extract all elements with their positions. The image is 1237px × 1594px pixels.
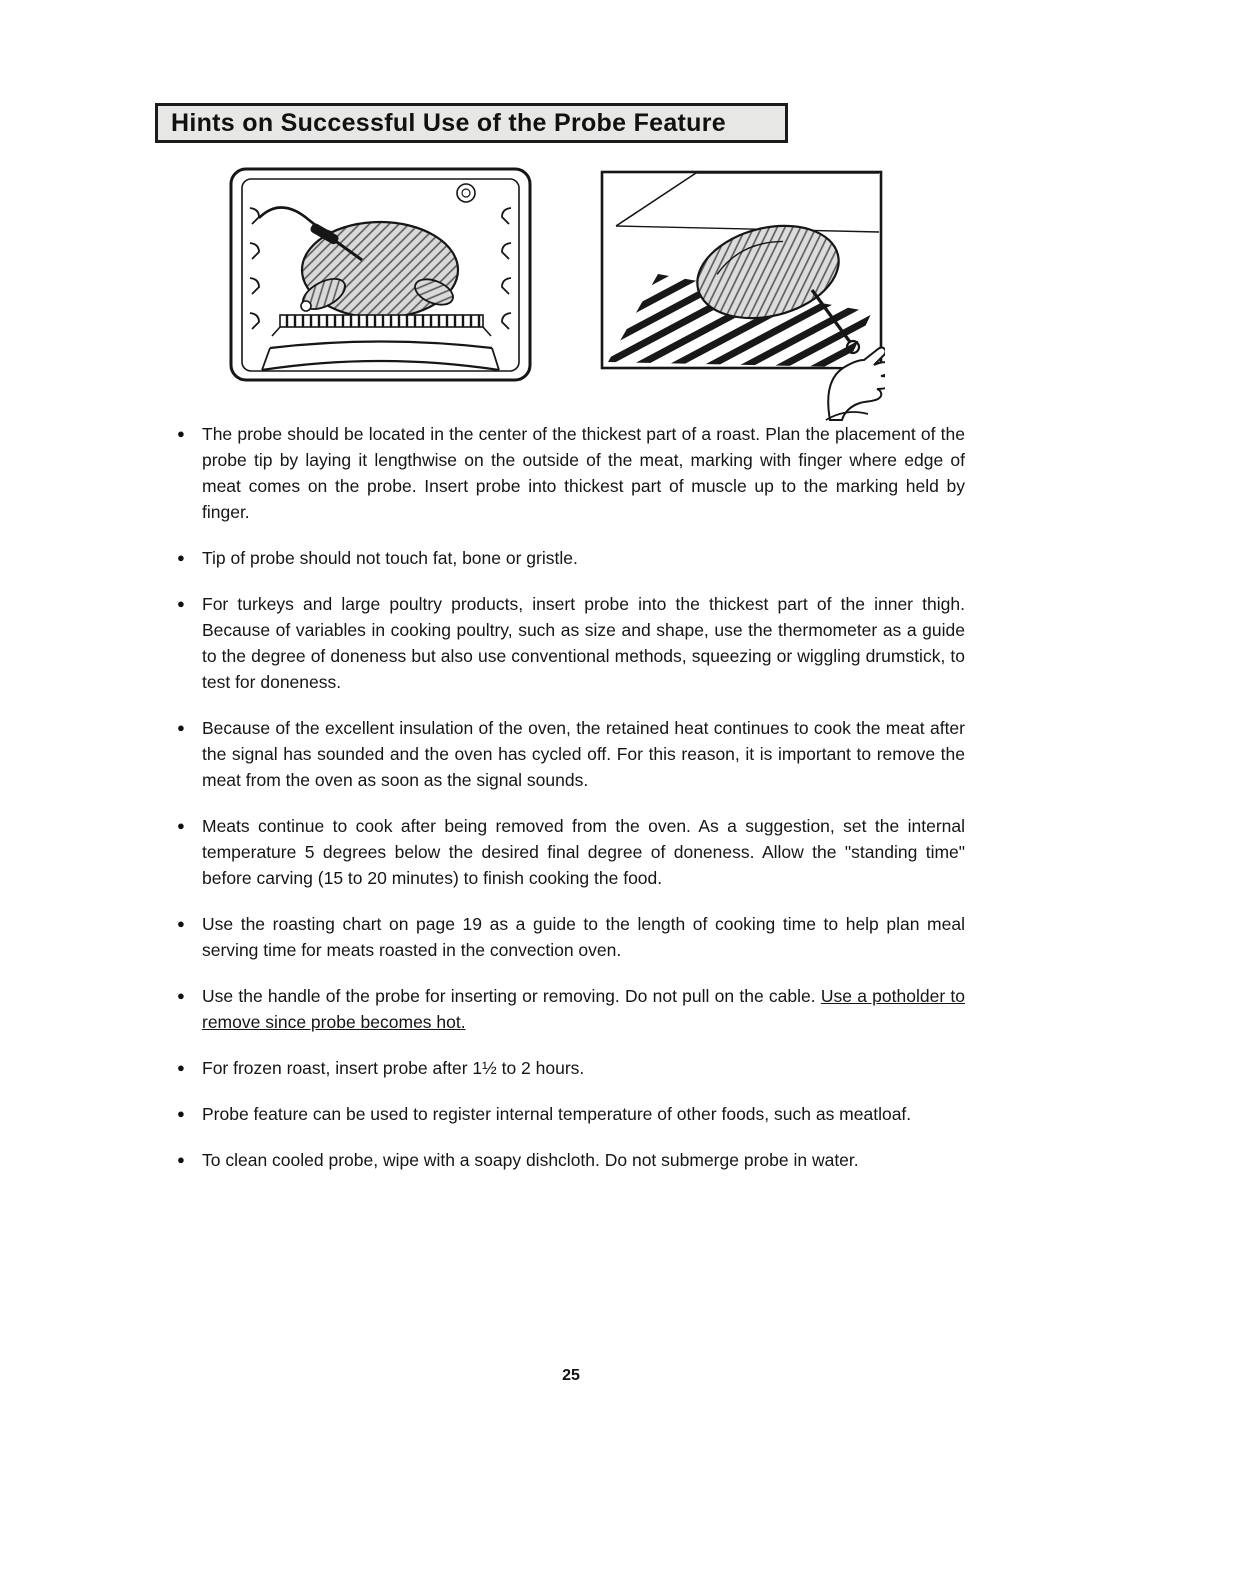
list-item	[177, 911, 965, 963]
hints-list	[177, 421, 965, 1193]
hint-text-underlined: Use a potholder to remove since probe becomes hot.	[202, 986, 965, 1032]
bullet-icon: ●	[177, 818, 185, 833]
probe-insertion-illustration	[600, 170, 885, 422]
hint-text: Use the handle of the probe for inserting or removing. Do not pull on the cable.	[202, 986, 821, 1006]
bullet-icon: ●	[177, 1106, 185, 1121]
list-item	[177, 1055, 965, 1081]
list-item	[177, 983, 965, 1035]
list-item	[177, 1101, 965, 1127]
bullet-icon: ●	[177, 1060, 185, 1075]
oven-interior-illustration	[228, 166, 533, 394]
bullet-icon: ●	[177, 596, 185, 611]
page-title: Hints on Successful Use of the Probe Feature	[171, 108, 726, 137]
list-item	[177, 545, 965, 571]
list-item	[177, 715, 965, 793]
bullet-icon: ●	[177, 550, 185, 565]
bullet-icon: ●	[177, 426, 185, 441]
hint-text: For turkeys and large poultry products, insert probe into the thickest part of the inner thigh. Because of variables in cooking poultry, such as size and shape, use the thermometer as a guide to the degree of doneness but also use conventional methods, squeezing or wiggling drumstick, to test for doneness.	[202, 594, 965, 692]
hint-text: Because of the excellent insulation of the oven, the retained heat continues to cook the meat after the signal has sounded and the oven has cycled off. For this reason, it is important to remove the meat from the oven as soon as the signal sounds.	[202, 718, 965, 790]
list-item	[177, 421, 965, 525]
hint-text: The probe should be located in the center of the thickest part of a roast. Plan the placement of the probe tip by laying it lengthwise on the outside of the meat, marking with finger where edge of meat comes on the probe. Insert probe into thickest part of muscle up to the marking held by finger.	[202, 424, 965, 522]
hint-text: Probe feature can be used to register internal temperature of other foods, such as meatloaf.	[202, 1104, 912, 1124]
section-title-box	[155, 103, 788, 143]
bullet-icon: ●	[177, 720, 185, 735]
bullet-icon: ●	[177, 988, 185, 1003]
hint-text: Use the roasting chart on page 19 as a guide to the length of cooking time to help plan meal serving time for meats roasted in the convection oven.	[202, 914, 965, 960]
hint-text: Tip of probe should not touch fat, bone or gristle.	[202, 548, 578, 568]
list-item	[177, 813, 965, 891]
page-number: 25	[562, 1367, 580, 1384]
bullet-icon: ●	[177, 916, 185, 931]
list-item	[177, 591, 965, 695]
hint-text: Meats continue to cook after being removed from the oven. As a suggestion, set the internal temperature 5 degrees below the desired final degree of doneness. Allow the "standing time" before carving (15 to 20 minutes) to finish cooking the food.	[202, 816, 965, 888]
hint-text: To clean cooled probe, wipe with a soapy dishcloth. Do not submerge probe in water.	[202, 1150, 859, 1170]
hint-text: For frozen roast, insert probe after 1½ to 2 hours.	[202, 1058, 585, 1078]
bullet-icon: ●	[177, 1152, 185, 1167]
list-item	[177, 1147, 965, 1173]
